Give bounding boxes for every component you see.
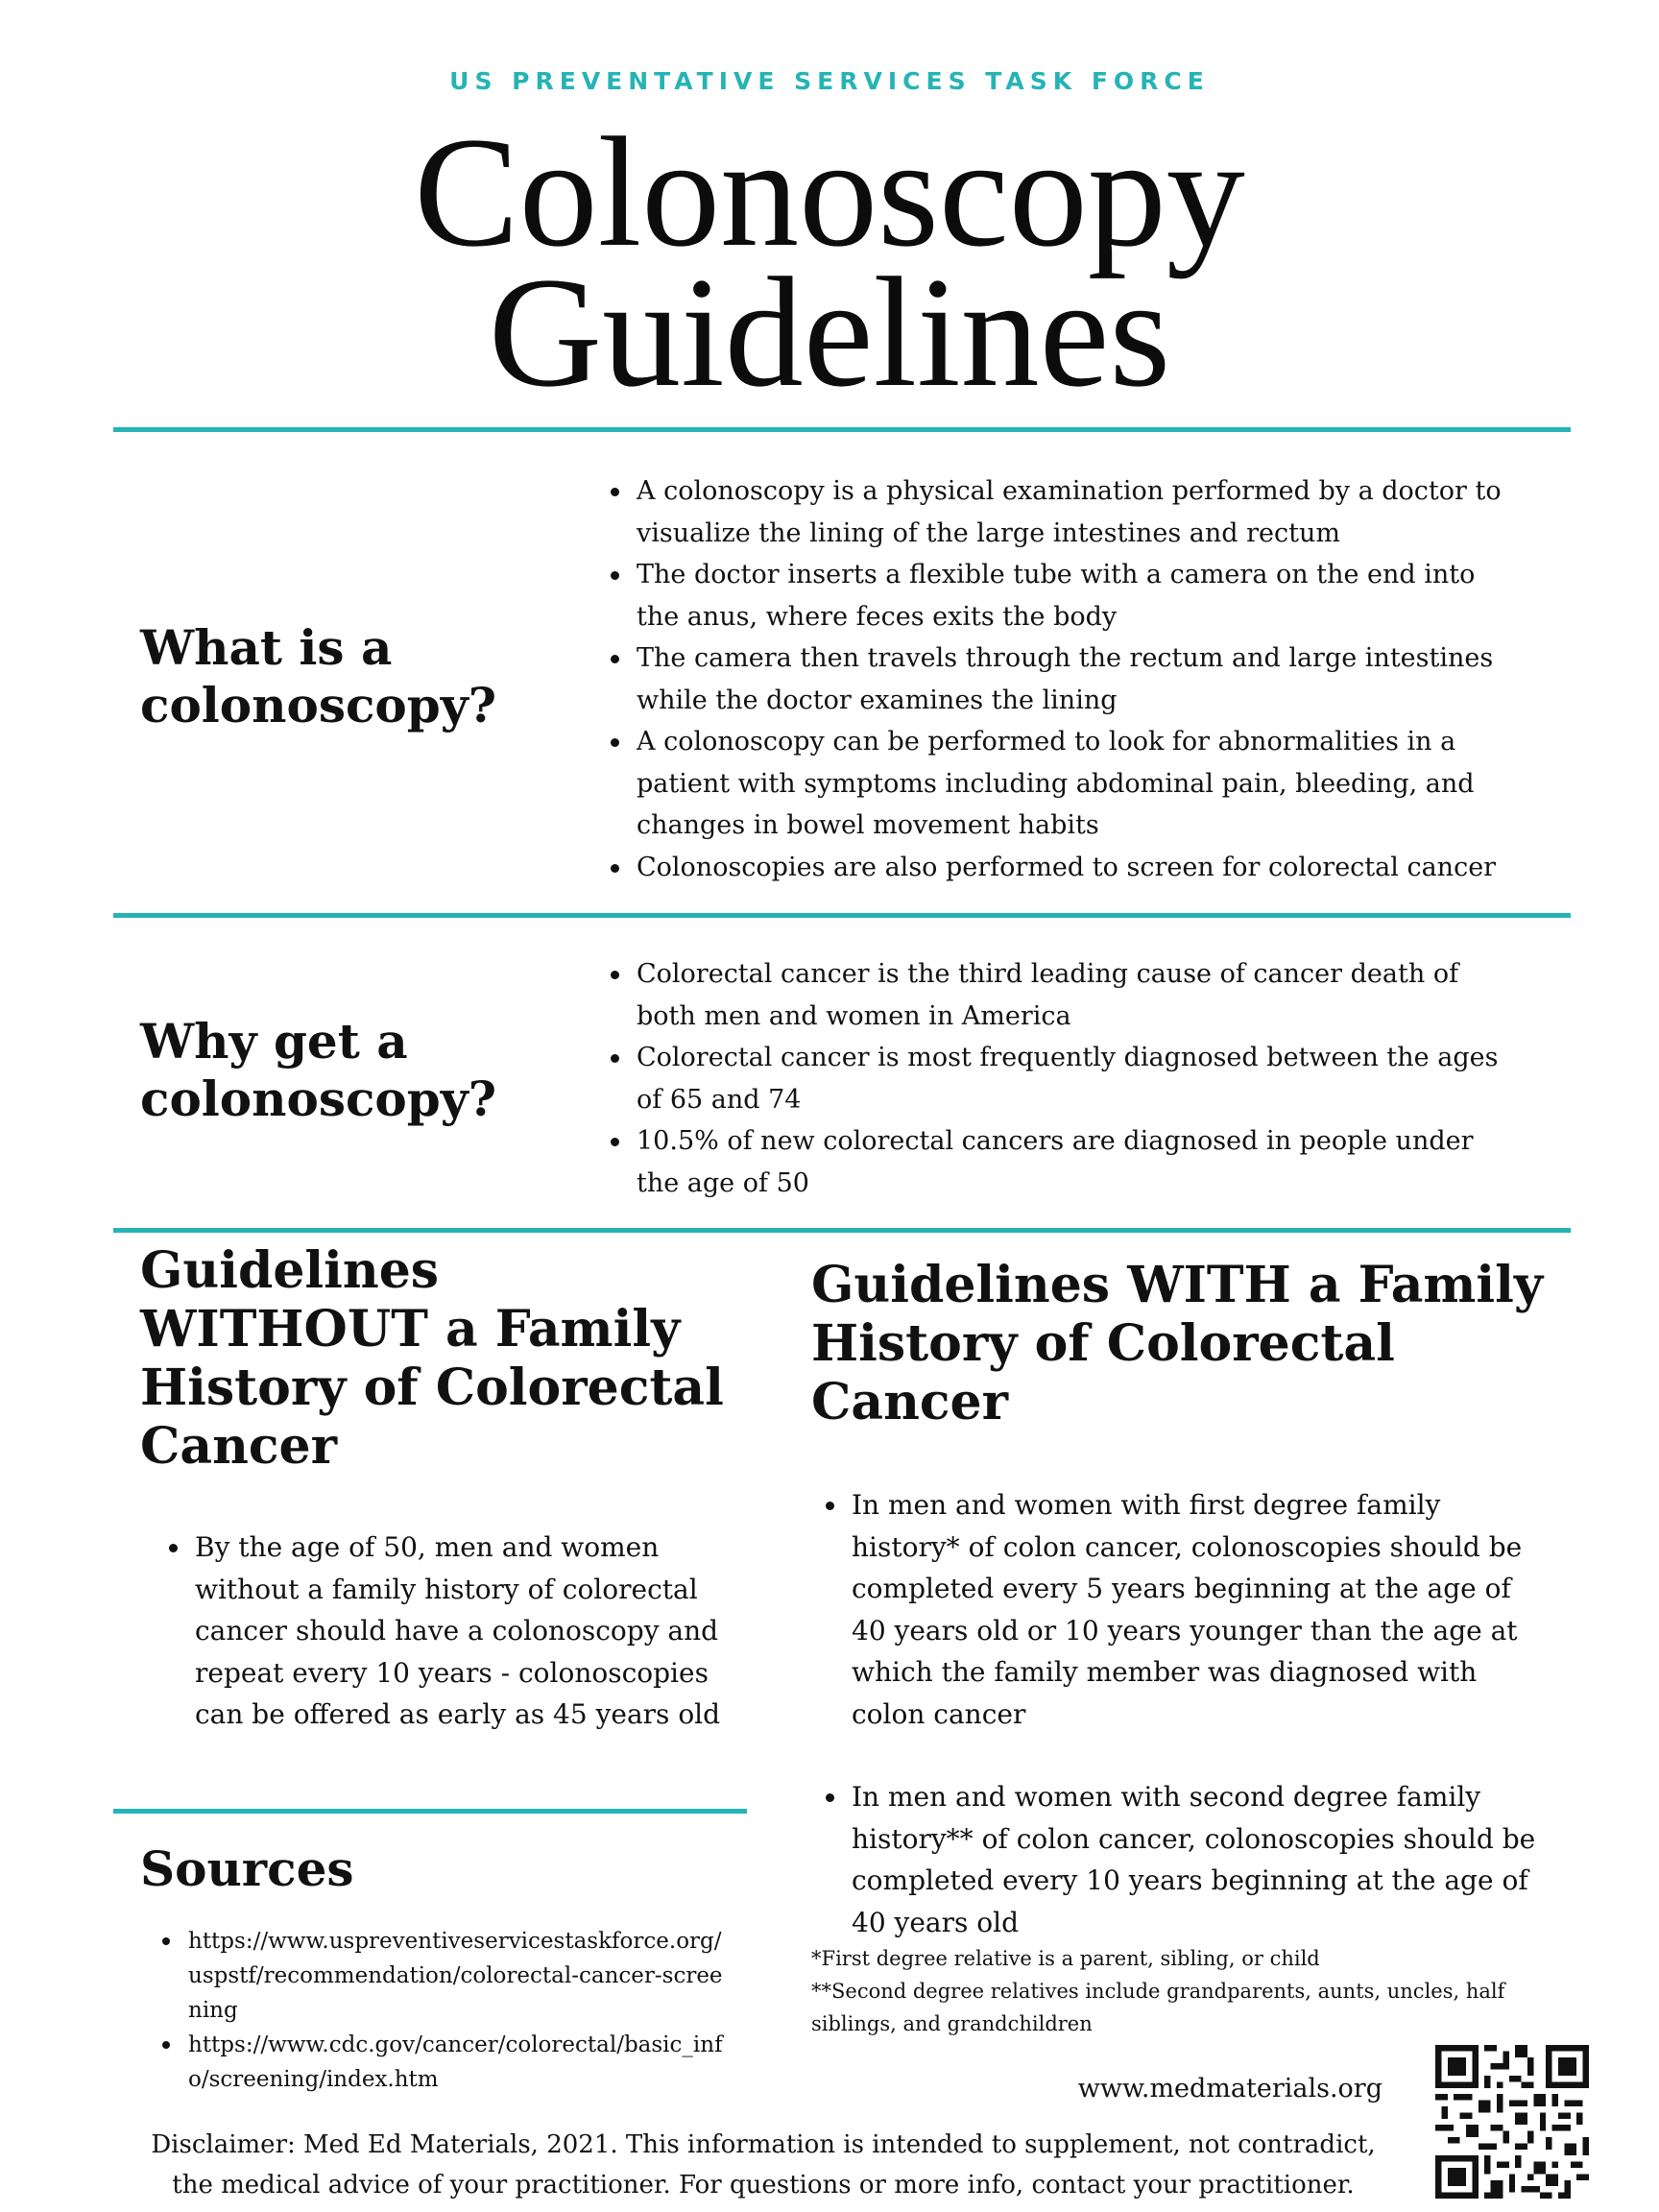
sources-heading: Sources [140,1840,354,1897]
why-heading-line2: colonoscopy? [140,1070,497,1127]
what-heading-line1: What is a [140,619,393,676]
why-heading [140,1013,563,1128]
what-bullet-1: A colonoscopy is a physical examination performed by a doctor to visualize the lining of the large intestines and rectum [611,470,1523,554]
with-bullet-2: In men and women with second degree family history** of colon cancer, colonoscopies should be completed every 10 years beginning at the age of 40 years old [826,1776,1536,1943]
page-title-line1: Colonoscopy [414,106,1245,279]
website-link[interactable]: www.medmaterials.org [1077,2074,1382,2104]
why-list [611,953,1523,1204]
without-list [169,1527,745,1736]
divider-why-guidelines [113,1228,1571,1233]
what-heading-line2: colonoscopy? [140,677,497,733]
qr-code-icon [1435,2045,1589,2199]
why-bullet-3: 10.5% of new colorectal cancers are diagnosed in people under the age of 50 [611,1120,1523,1204]
organization-kicker: US PREVENTATIVE SERVICES TASK FORCE [449,67,1210,95]
without-bullet-1: By the age of 50, men and women without a family history of colorectal cancer should have a colonoscopy and repeat every 10 years - colonoscopies can be offered as early as 45 years old [169,1527,745,1736]
footnote-first-degree: *First degree relative is a parent, sibling, or child [811,1947,1320,1970]
what-bullet-3: The camera then travels through the rectum and large intestines while the doctor examines the lining [611,637,1523,721]
without-heading: Guidelines WITHOUT a Family History of Colorectal Cancer [140,1241,724,1476]
with-bullet-1: In men and women with first degree family history* of colon cancer, colonoscopies should be completed every 5 years beginning at the age of 40 years old or 10 years younger than the age at which the family member was diagnosed with colon cancer [826,1484,1536,1735]
disclaimer-line1: Disclaimer: Med Ed Materials, 2021. This information is intended to supplement, not contradict, [151,2130,1376,2159]
divider-top [113,427,1571,432]
what-bullet-2: The doctor inserts a flexible tube with a camera on the end into the anus, where feces exits the body [611,554,1523,637]
why-bullet-2: Colorectal cancer is most frequently diagnosed between the ages of 65 and 74 [611,1037,1523,1120]
divider-what-why [113,913,1571,918]
footnote-second-degree: **Second degree relatives include grandparents, aunts, uncles, half siblings, and grandchildren [811,1980,1505,2035]
divider-sources [113,1809,747,1814]
disclaimer [134,2125,1392,2205]
source-link-1-text[interactable]: https://www.uspreventiveservicestaskforce.org/ uspstf/recommendation/colorectal-cancer-screening [188,1929,723,2023]
with-heading: Guidelines WITH a Family History of Colorectal Cancer [811,1256,1544,1431]
source-link-1[interactable] [162,1924,729,2028]
why-bullet-1: Colorectal cancer is the third leading cause of cancer death of both men and women in America [611,953,1523,1037]
disclaimer-line2: the medical advice of your practitioner. For questions or more info, contact your practitioner. [172,2171,1355,2200]
source-link-2[interactable] [162,2028,729,2097]
with-list [826,1484,1536,1943]
what-heading [140,619,563,734]
source-link-2-text[interactable]: https://www.cdc.gov/cancer/colorectal/basic_info/screening/index.htm [188,2032,723,2092]
what-bullet-4: A colonoscopy can be performed to look for abnormalities in a patient with symptoms including abdominal pain, bleeding, and changes in bowel movement habits [611,721,1523,847]
why-heading-line1: Why get a [140,1013,408,1070]
page-title [0,106,1659,420]
what-list [611,470,1523,888]
footnotes [811,1942,1541,2040]
sources-list [162,1924,729,2097]
what-bullet-5: Colonoscopies are also performed to screen for colorectal cancer [611,847,1523,889]
page-title-line2: Guidelines [488,246,1171,420]
